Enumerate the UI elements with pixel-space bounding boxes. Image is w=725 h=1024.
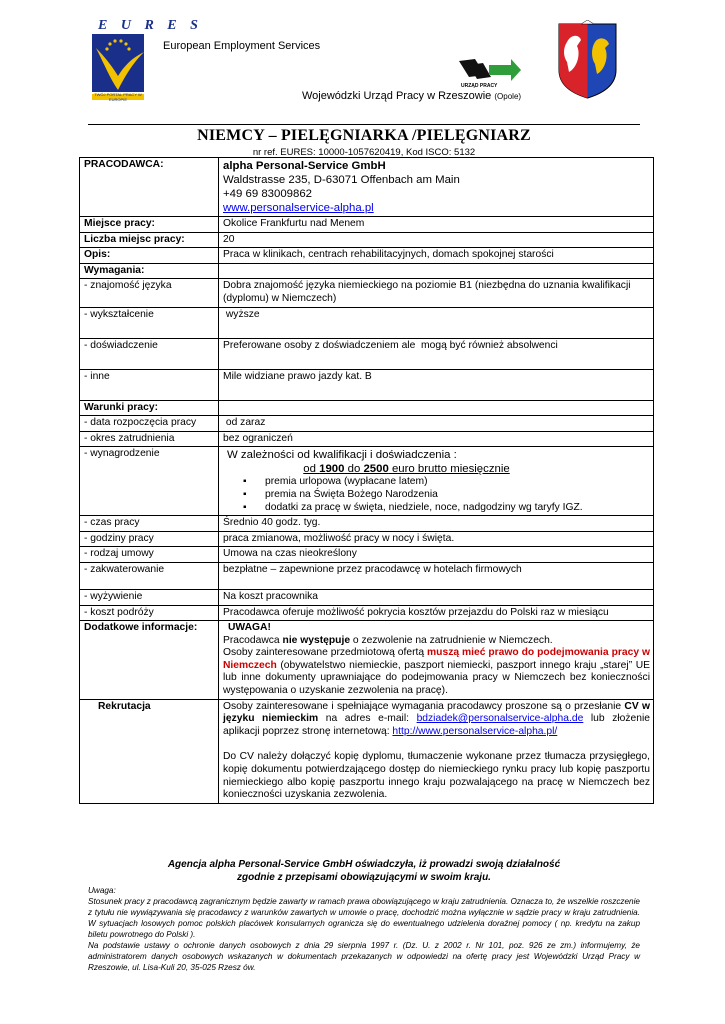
note-paragraph-2: Na podstawie ustawy o ochronie danych osobowych z dnia 29 sierpnia 1997 r. (Dz. U. z 2002 r. Nr 101, poz. 926 ze zm.) informujemy, że administratorem danych osobowych wskazanych w dokumentach przekazanych w odpowiedzi na ofertę pracy jest Wojewódzki Urząd Pracy w Rzeszowie, ul. Lisa-Kuli 20, 35-025 Rzesz ów.: [88, 941, 640, 972]
wup-city: (Opole): [494, 92, 522, 101]
housing-label: - zakwaterowanie: [80, 562, 219, 589]
housing-row: [80, 562, 654, 589]
description-row: [80, 248, 654, 264]
location-label: Miejsce pracy:: [80, 217, 219, 233]
agency-line-2: zgodnie z przepisami obowiązującymi w swoim kraju.: [237, 872, 491, 883]
recruitment-paragraph-1: [223, 701, 650, 739]
page-title: NIEMCY – PIELĘGNIARKA /PIELĘGNIARZ: [197, 127, 531, 144]
employer-address: Waldstrasse 235, D-63071 Offenbach am Main: [223, 174, 460, 186]
header-divider: [88, 124, 640, 125]
recruitment-label: Rekrutacja: [80, 699, 219, 803]
requirements-label: Wymagania:: [80, 263, 219, 279]
experience-label: - doświadczenie: [80, 338, 219, 369]
language-label: - znajomość języka: [80, 279, 219, 307]
list-item: ▪ premia urlopowa (wypłacane latem): [243, 476, 650, 489]
additional-highlight: muszą mieć prawo do podejmowania pracy w Niemczech: [223, 647, 650, 671]
start-date-value: od zaraz: [219, 416, 654, 432]
bonus-list: [223, 476, 650, 514]
vacancies-row: [80, 232, 654, 248]
food-row: [80, 589, 654, 605]
experience-value: Preferowane osoby z doświadczeniem ale mogą być również absolwenci: [219, 338, 654, 369]
wup-logo-text: URZĄD PRACY: [461, 83, 498, 89]
education-row: [80, 307, 654, 338]
list-item: ▪ premia na Święta Bożego Narodzenia: [243, 489, 650, 502]
application-url-link[interactable]: http://www.personalservice-alpha.pl/: [392, 725, 558, 737]
recruitment-paragraph-2: Do CV należy dołączyć kopię dyplomu, tłumaczenie wykonane przez tłumacza przysięgłego, kopię dokumentu potwierdzającego dostęp do niemieckiego rynku pracy lub kopię paszportu niemieckiego albo kopię paszportu innego kraju pozwalającego na pracę w Niemczech bez konieczności uzyskania zezwolenia.: [223, 751, 650, 801]
employer-row: [80, 158, 654, 217]
salary-label: - wynagrodzenie: [80, 447, 219, 516]
additional-info-label: Dodatkowe informacje:: [80, 621, 219, 700]
language-value: Dobra znajomość języka niemieckiego na poziomie B1 (niezbędna do uznania kwalifikacji (dyplomu) w Niemczech): [219, 279, 654, 307]
additional-paragraph-2: [223, 647, 650, 697]
additional-text: Pracodawca: [223, 634, 283, 646]
working-time-label: - czas pracy: [80, 516, 219, 532]
recruitment-text: na adres e-mail:: [318, 713, 417, 725]
additional-info-row: [80, 621, 654, 700]
recruitment-row: [80, 699, 654, 803]
recruitment-text: Osoby zainteresowane i spełniające wymagania pracodawcy proszone są o przesłanie: [223, 700, 625, 712]
description-value: Praca w klinikach, centrach rehabilitacyjnych, domach spokojnej starości: [219, 248, 654, 264]
salary-max: 2500: [363, 463, 389, 476]
conditions-label: Warunki pracy:: [80, 400, 219, 416]
legal-notes: [88, 885, 640, 973]
email-link[interactable]: bdziadek@personalservice-alpha.de: [416, 713, 584, 725]
food-value: Na koszt pracownika: [219, 589, 654, 605]
working-time-value: Średnio 40 godz. tyg.: [219, 516, 654, 532]
working-hours-label: - godziny pracy: [80, 531, 219, 547]
location-row: [80, 217, 654, 233]
eures-tagline: TWÓJ PORTAL PRACY W EUROPIE: [94, 92, 142, 102]
salary-row: [80, 447, 654, 516]
housing-value: bezpłatne – zapewnione przez pracodawcę w hotelach firmowych: [219, 562, 654, 589]
salary-line: W zależności od kwalifikacji i doświadczenia :: [227, 449, 457, 462]
salary-suffix: euro brutto miesięcznie: [388, 463, 510, 476]
wup-logo: [455, 55, 523, 89]
note-paragraph-1: Stosunek pracy z pracodawcą zagranicznym będzie zawarty w ramach prawa obowiązującego w kraju zatrudnienia. Oznacza to, że wszelkie roszczenie z tytułu nie wywiązywania się pracodawcy z warunków zawartych w umowie o pracę, dochodzić można wyłącznie w sądzie pracy w kraju zatrudnienia. W sytuacjach losowych pomoc polskich placówek konsularnych ogranicza się do ewentualnego udzielenia doraźnej pomocy ( np. kredytu na zakup biletu powrotnego do Polski ).: [88, 897, 640, 939]
other-label: - inne: [80, 369, 219, 400]
travel-value: Pracodawca oferuje możliwość pokrycia kosztów przejazdu do Polski raz w miesiącu: [219, 605, 654, 621]
employer-details: [219, 158, 654, 217]
start-date-label: - data rozpoczęcia pracy: [80, 416, 219, 432]
agency-line-1: Agencja alpha Personal-Service GmbH oświadczyła, iż prowadzi swoją działalność: [167, 859, 561, 870]
employer-label: PRACODAWCA:: [80, 158, 219, 217]
location-value: Okolice Frankfurtu nad Menem: [219, 217, 654, 233]
employment-period-value: bez ograniczeń: [219, 431, 654, 447]
education-value: wyższe: [219, 307, 654, 338]
food-label: - wyżywienie: [80, 589, 219, 605]
working-hours-value: praca zmianowa, możliwość pracy w nocy i święta.: [219, 531, 654, 547]
reference-number: nr ref. EURES: 10000-1057620419, Kod ISCO: 5132: [252, 147, 476, 158]
warning-heading: UWAGA!: [228, 622, 271, 634]
eures-wordmark: E U R E S: [98, 18, 203, 33]
offer-table: [79, 157, 654, 804]
recruitment-text: lub złożenie aplikacji poprzez stronę internetową:: [223, 713, 650, 737]
agency-statement: [88, 858, 640, 884]
wup-name-text: Wojewódzki Urząd Pracy w Rzeszowie: [302, 90, 492, 102]
employer-website-link[interactable]: www.personalservice-alpha.pl: [223, 202, 374, 214]
additional-paragraph-1: [223, 635, 650, 648]
conditions-header-row: [80, 400, 654, 416]
salary-min: 1900: [319, 463, 345, 476]
organization-name: European Employment Services: [163, 40, 321, 52]
recruitment-details: [219, 699, 654, 803]
contract-value: Umowa na czas nieokreślony: [219, 547, 654, 563]
additional-info-details: [219, 621, 654, 700]
additional-text: (obywatelstwo niemieckie, paszport niemiecki, paszport innego kraju „starej” UE lub inne dokumenty uprawniające do podejmowania pracy w Niemczech bez konieczności występowania o uzyskanie zezwolenia na pracę).: [223, 659, 650, 697]
working-hours-row: [80, 531, 654, 547]
recruitment-bold: CV w języku niemieckim: [223, 700, 650, 725]
wup-name: [302, 90, 521, 102]
coat-of-arms-icon: [555, 20, 620, 100]
list-item: ▪ dodatki za pracę w święta, niedziele, noce, nadgodziny wg taryfy IGZ.: [243, 502, 650, 515]
travel-row: [80, 605, 654, 621]
contract-row: [80, 547, 654, 563]
experience-row: [80, 338, 654, 369]
additional-text: o zezwolenie na zatrudnienie w Niemczech.: [350, 634, 553, 646]
travel-label: - koszt podróży: [80, 605, 219, 621]
salary-details: [219, 447, 654, 516]
additional-text: Osoby zainteresowane przedmiotową ofertą: [223, 647, 428, 659]
contract-label: - rodzaj umowy: [80, 547, 219, 563]
employment-period-label: - okres zatrudnienia: [80, 431, 219, 447]
employer-phone: +49 69 83009862: [223, 188, 313, 200]
start-date-row: [80, 416, 654, 432]
salary-from-word: od: [303, 463, 320, 476]
salary-range: [223, 462, 650, 476]
vacancies-label: Liczba miejsc pracy:: [80, 232, 219, 248]
note-label: Uwaga:: [88, 886, 116, 895]
language-row: [80, 279, 654, 307]
vacancies-value: 20: [219, 232, 654, 248]
employment-period-row: [80, 431, 654, 447]
other-value: Mile widziane prawo jazdy kat. B: [219, 369, 654, 400]
working-time-row: [80, 516, 654, 532]
salary-to-word: do: [344, 463, 364, 476]
other-row: [80, 369, 654, 400]
employer-name: alpha Personal-Service GmbH: [223, 160, 386, 172]
requirements-header-row: [80, 263, 654, 279]
description-label: Opis:: [80, 248, 219, 264]
additional-bold: nie występuje: [282, 634, 351, 646]
education-label: - wykształcenie: [80, 307, 219, 338]
